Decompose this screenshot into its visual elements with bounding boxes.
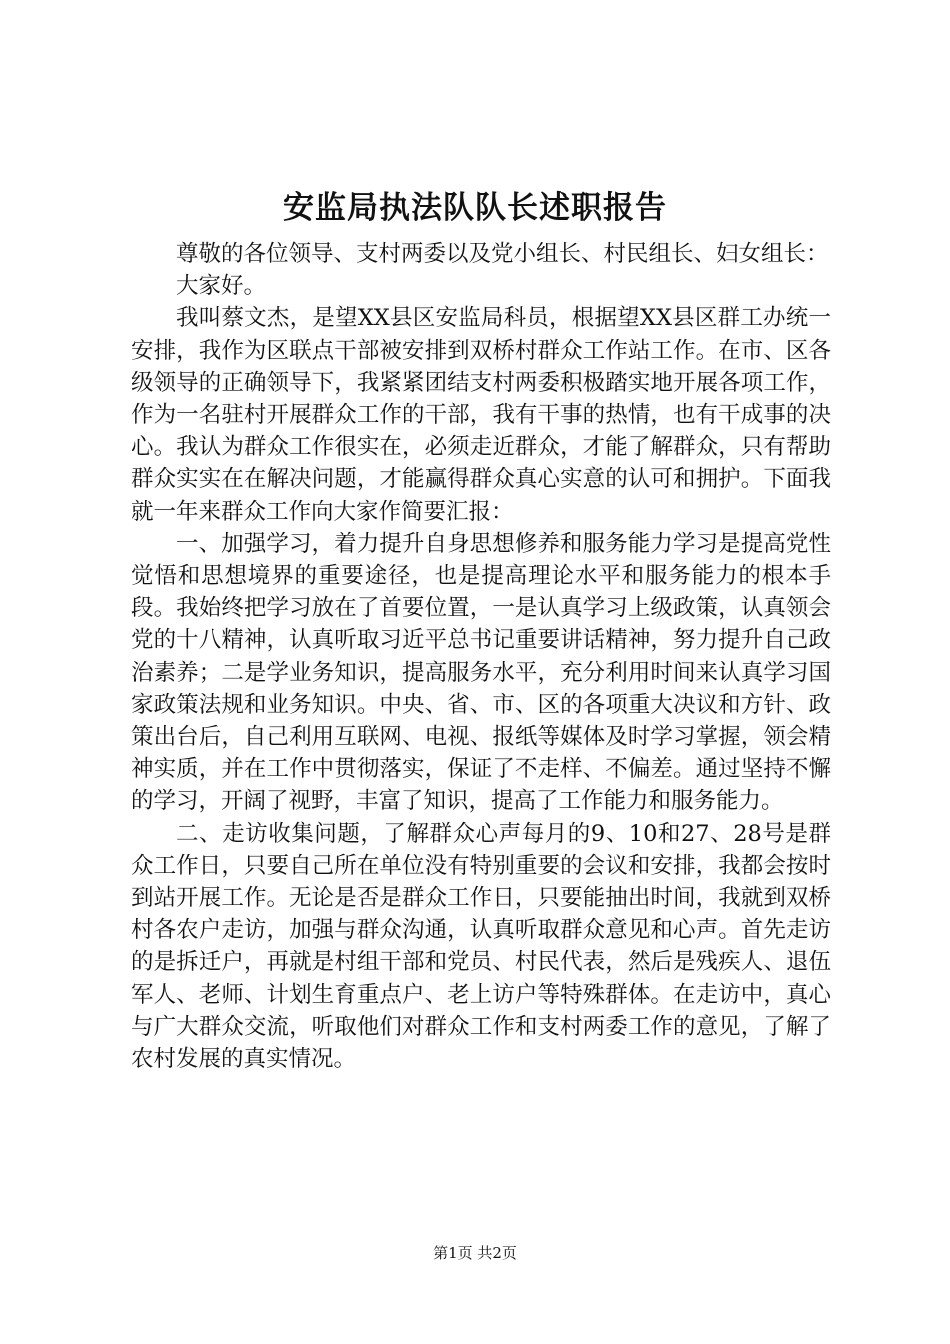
section-one-paragraph: 一、加强学习，着力提升自身思想修养和服务能力学习是提高党性觉悟和思想境界的重要途径，也是提高理论水平和服务能力的根本手段。我始终把学习放在了首要位置，一是认真学习上级政策，认真领会党的十八精神，认真听取习近平总书记重要讲话精神，努力提升自己政治素养；二是学业务知识，提高服务水平，充分利用时间来认真学习国家政策法规和业务知识。中央、省、市、区的各项重大决议和方针、政策出台后，自己利用互联网、电视、报纸等媒体及时学习掌握，领会精神实质，并在工作中贯彻落实，保证了不走样、不偏差。通过坚持不懈的学习，开阔了视野，丰富了知识，提高了工作能力和服务能力。 [131,530,831,815]
section-two-paragraph: 二、走访收集问题，了解群众心声每月的9、10和27、28号是群众工作日，只要自己所在单位没有特别重要的会议和安排，我都会按时到站开展工作。无论是否是群众工作日，只要能抽出时间，我就到双桥村各农户走访，加强与群众沟通，认真听取群众意见和心声。首先走访的是拆迁户，再就是村组干部和党员、村民代表，然后是残疾人、退伍军人、老师、计划生育重点户、老上访户等特殊群体。在走访中，真心与广大群众交流，听取他们对群众工作和支村两委工作的意见，了解了农村发展的真实情况。 [131,820,831,1073]
greeting-paragraph: 大家好。 [176,273,267,300]
salutation-paragraph: 尊敬的各位领导、支村两委以及党小组长、村民组长、妇女组长： [176,241,829,267]
document-body [131,238,831,1075]
page-number-footer: 第1页 共2页 [433,1244,517,1262]
introduction-paragraph: 我叫蔡文杰，是望XX县区安监局科员，根据望XX县区群工办统一安排，我作为区联点干部被安排到双桥村群众工作站工作。在市、区各级领导的正确领导下，我紧紧团结支村两委积极踏实地开展各项工作，作为一名驻村开展群众工作的干部，我有干事的热情，也有干成事的决心。我认为群众工作很实在，必须走近群众，才能了解群众，只有帮助群众实实在在解决问题，才能赢得群众真心实意的认可和拥护。下面我就一年来群众工作向大家作简要汇报： [131,305,831,525]
document-title: 安监局执法队队长述职报告 [283,190,667,226]
